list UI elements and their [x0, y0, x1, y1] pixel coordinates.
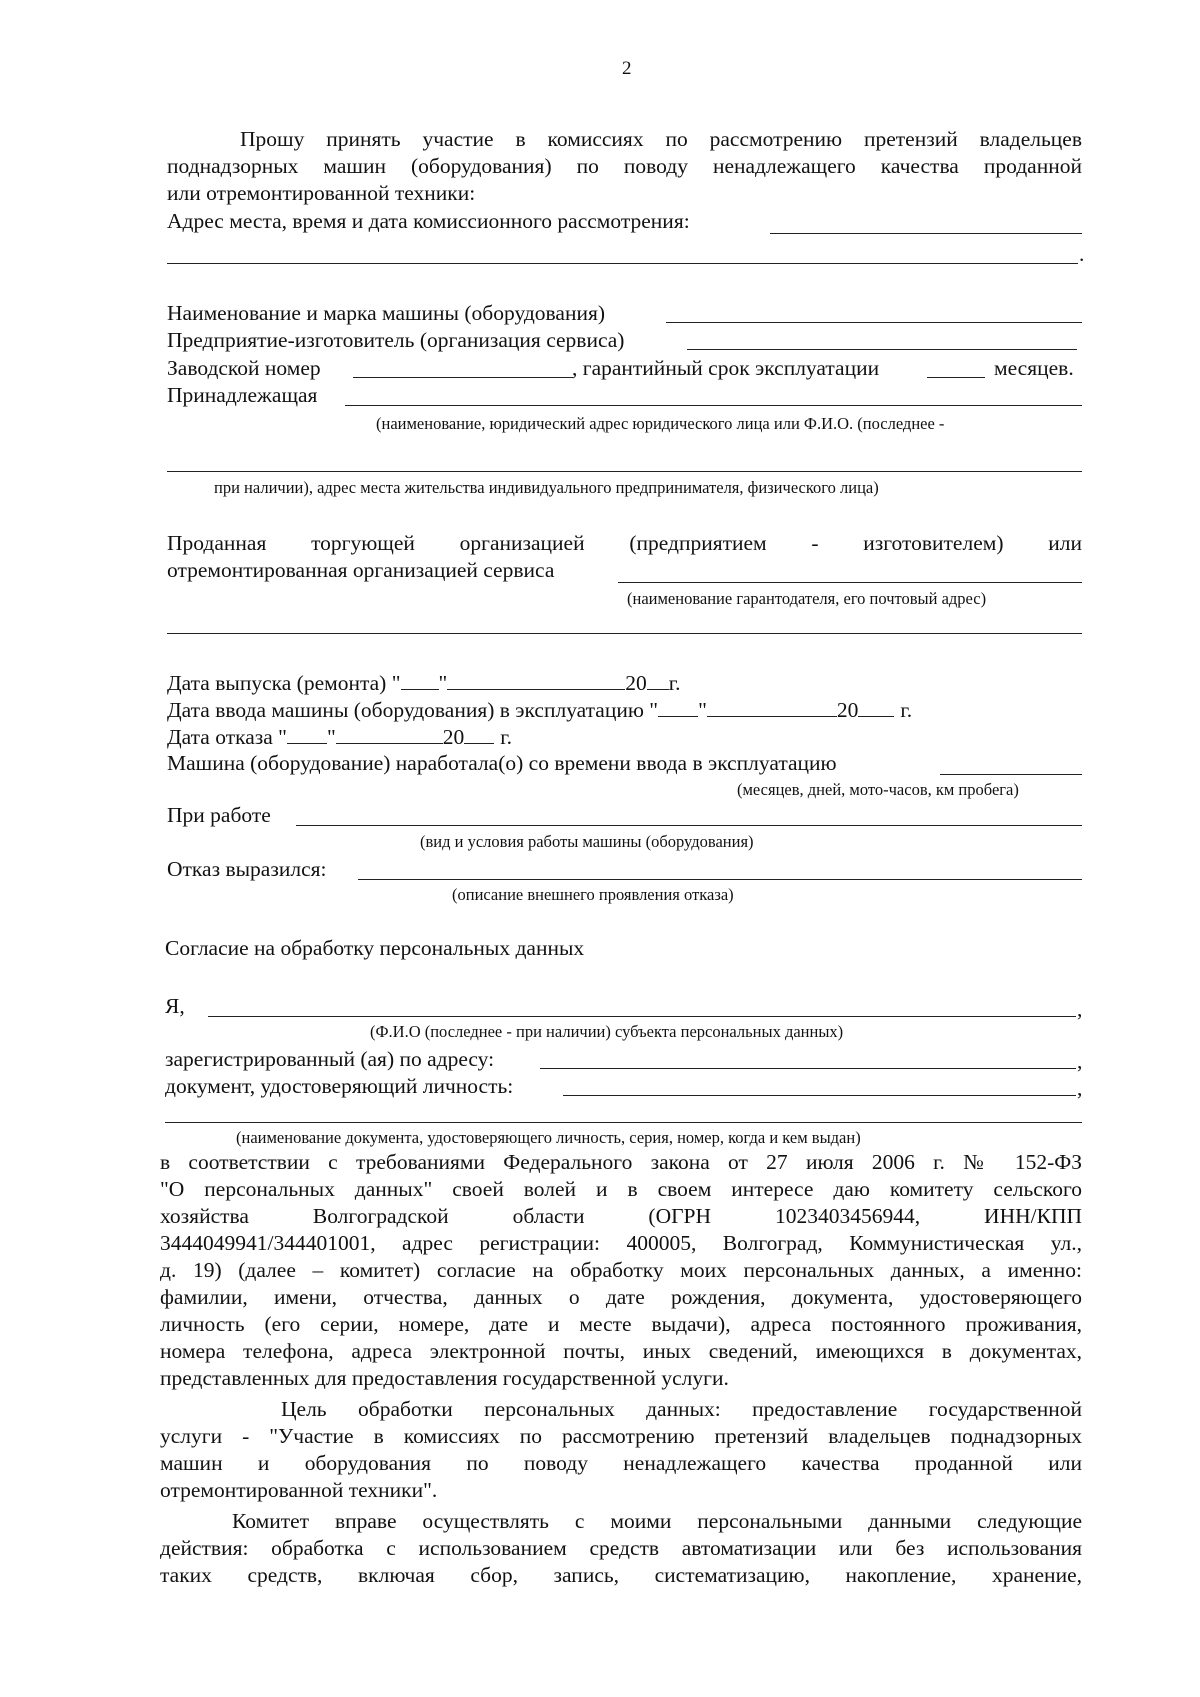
para1-line: в соответствии с требованиями Федерального закона от 27 июля 2006 г. № 152-ФЗ: [160, 1150, 1082, 1174]
address-label: Адрес места, время и дата комиссионного рассмотрения:: [167, 209, 690, 233]
registered-comma: ,: [1077, 1049, 1083, 1073]
commission-month-field[interactable]: [707, 696, 837, 717]
sold-word: или: [1048, 531, 1082, 555]
guarantor-caption: (наименование гарантодателя, его почтовый адрес): [627, 589, 987, 608]
fio-comma: ,: [1077, 997, 1083, 1021]
months-label: месяцев.: [994, 356, 1074, 380]
year-suffix: г.: [668, 671, 681, 695]
sold-word: организацией: [459, 531, 585, 555]
year-suffix: г.: [900, 698, 913, 722]
para2-last-line: отремонтированной техники".: [160, 1478, 438, 1502]
commission-date-label: [167, 696, 912, 723]
failure-expr-line[interactable]: [358, 879, 1082, 880]
quote: ": [698, 698, 707, 722]
intro-line-1: Прошу принять участие в комиссиях по рассмотрению претензий владельцев: [240, 127, 1082, 151]
guarantor-line-2[interactable]: [167, 633, 1082, 634]
operation-caption: (вид и условия работы машины (оборудования): [420, 832, 754, 851]
maker-line[interactable]: [687, 349, 1077, 350]
year-prefix: 20: [625, 671, 647, 695]
owner-label: Принадлежащая: [167, 383, 318, 407]
para3-line: действия: обработка с использованием средств автоматизации или без использования: [160, 1536, 1082, 1560]
failure-date-label: [167, 723, 512, 750]
machine-name-label: Наименование и марка машины (оборудования): [167, 301, 605, 325]
para1-line: фамилии, имени, отчества, данных о дате рождения, документа, удостоверяющего: [160, 1285, 1082, 1309]
consent-title: Согласие на обработку персональных данных: [165, 936, 585, 960]
owner-line-1[interactable]: [345, 405, 1082, 406]
owner-line-2[interactable]: [167, 471, 1082, 472]
release-day-field[interactable]: [401, 669, 439, 690]
sold-word: Проданная: [167, 531, 267, 555]
registered-line[interactable]: [540, 1068, 1076, 1069]
year-prefix: 20: [836, 698, 859, 722]
para1-line: 3444049941/344401001, адрес регистрации: 400005, Волгоград, Коммунистическая ул.,: [160, 1231, 1082, 1255]
page-number: 2: [622, 58, 632, 79]
release-date-label: [167, 669, 681, 696]
para2-line: Цель обработки персональных данных: предоставление государственной: [281, 1397, 1082, 1421]
sold-word: изготовителем): [863, 531, 1004, 555]
failure-year-field[interactable]: [464, 723, 494, 744]
quote: ": [438, 671, 448, 695]
para3-line: таких средств, включая сбор, запись, систематизацию, накопление, хранение,: [160, 1563, 1082, 1587]
warranty-label: , гарантийный срок эксплуатации: [572, 356, 880, 380]
fio-line[interactable]: [208, 1016, 1076, 1017]
operation-label: При работе: [167, 803, 271, 827]
serial-line[interactable]: [353, 377, 573, 378]
para1-line: хозяйства Волгоградской области (ОГРН 1023403456944, ИНН/КПП: [160, 1204, 1082, 1228]
para2-line: услуги - "Участие в комиссиях по рассмотрению претензий владельцев поднадзорных: [160, 1424, 1082, 1448]
i-label: Я,: [165, 994, 185, 1018]
registered-label: зарегистрированный (ая) по адресу:: [165, 1047, 495, 1071]
failure-month-field[interactable]: [336, 723, 443, 744]
document-comma: ,: [1077, 1076, 1083, 1100]
release-year-field[interactable]: [647, 669, 669, 690]
para1-last-line: представленных для предоставления государственной услуги.: [160, 1366, 729, 1390]
maker-label: Предприятие-изготовитель (организация сервиса): [167, 328, 625, 352]
para1-line: д. 19) (далее – комитет) согласие на обработку моих персональных данных, а именно:: [160, 1258, 1082, 1282]
failure-expr-label: Отказ выразился:: [167, 857, 327, 881]
year-suffix: г.: [500, 725, 513, 749]
owner-caption-2: при наличии), адрес места жительства индивидуального предпринимателя, физического лица): [214, 478, 879, 497]
document-line[interactable]: [563, 1095, 1076, 1096]
failure-expr-caption: (описание внешнего проявления отказа): [452, 885, 734, 904]
commission-day-field[interactable]: [658, 696, 698, 717]
release-month-field[interactable]: [447, 669, 625, 690]
document-line-2[interactable]: [165, 1122, 1082, 1123]
machine-name-line[interactable]: [666, 322, 1082, 323]
para3-line: Комитет вправе осуществлять с моими персональными данными следующие: [232, 1509, 1082, 1533]
address-end-dot: .: [1079, 242, 1085, 266]
fio-caption: (Ф.И.О (последнее - при наличии) субъекта персональных данных): [370, 1022, 844, 1041]
warranty-line[interactable]: [927, 377, 985, 378]
para1-line: "О персональных данных" своей волей и в своем интересе даю комитету сельского: [160, 1177, 1082, 1201]
intro-line-3: или отремонтированной техники:: [167, 181, 476, 205]
quote: ": [326, 725, 336, 749]
sold-word: торгующей: [311, 531, 415, 555]
worked-line[interactable]: [940, 774, 1082, 775]
document-label: документ, удостоверяющий личность:: [165, 1074, 514, 1098]
sold-line-2: отремонтированная организацией сервиса: [167, 558, 555, 582]
guarantor-line[interactable]: [618, 582, 1082, 583]
year-prefix: 20: [442, 725, 465, 749]
commission-date-text: Дата ввода машины (оборудования) в эксплуатацию ": [167, 698, 659, 722]
document-caption: (наименование документа, удостоверяющего личность, серия, номер, когда и кем выдан): [236, 1128, 861, 1147]
address-line-1[interactable]: [770, 233, 1082, 234]
owner-caption-1: (наименование, юридический адрес юридического лица или Ф.И.О. (последнее -: [376, 414, 945, 433]
failure-date-text: Дата отказа ": [167, 725, 287, 749]
serial-label: Заводской номер: [167, 356, 321, 380]
para1-line: личность (его серии, номере, дате и месте выдачи), адреса постоянного проживания,: [160, 1312, 1082, 1336]
para2-line: машин и оборудования по поводу ненадлежащего качества проданной или: [160, 1451, 1082, 1475]
sold-word: (предприятием: [629, 531, 767, 555]
sold-word: -: [811, 531, 819, 555]
release-date-text: Дата выпуска (ремонта) ": [167, 671, 401, 695]
worked-label: Машина (оборудование) наработала(о) со времени ввода в эксплуатацию: [167, 751, 837, 775]
worked-caption: (месяцев, дней, мото-часов, км пробега): [737, 780, 1019, 799]
para1-line: номера телефона, адреса электронной почты, иных сведений, имеющихся в документах,: [160, 1339, 1082, 1363]
failure-day-field[interactable]: [287, 723, 327, 744]
commission-year-field[interactable]: [858, 696, 894, 717]
intro-line-2: поднадзорных машин (оборудования) по поводу ненадлежащего качества проданной: [167, 154, 1082, 178]
operation-line[interactable]: [296, 825, 1082, 826]
address-line-2[interactable]: [167, 263, 1078, 264]
sold-line-1: [167, 530, 1082, 556]
